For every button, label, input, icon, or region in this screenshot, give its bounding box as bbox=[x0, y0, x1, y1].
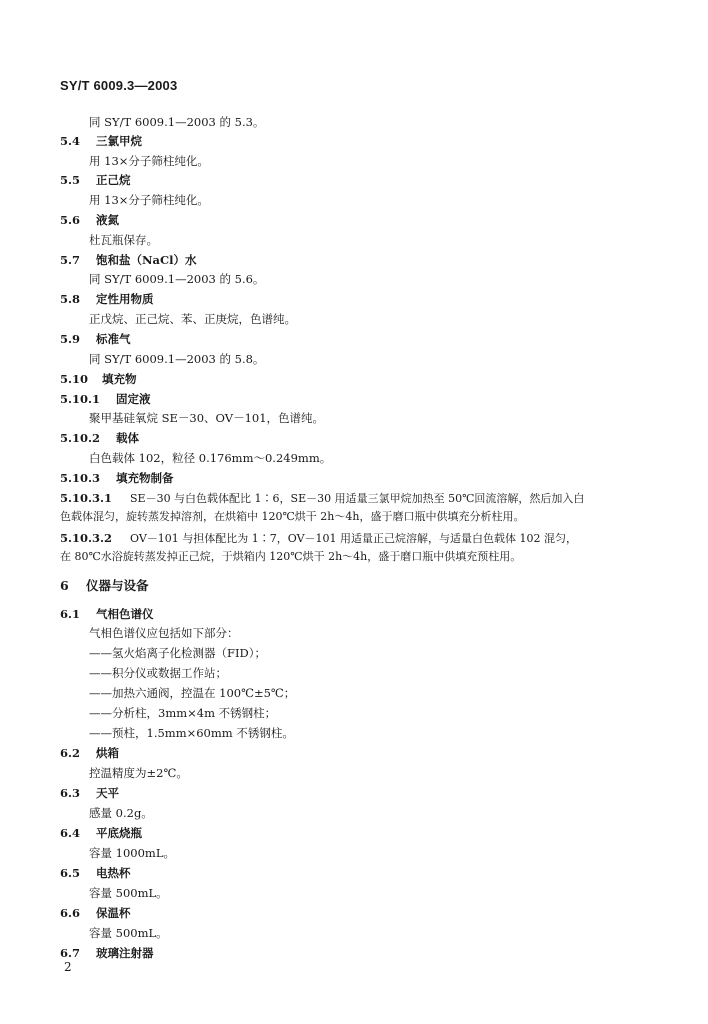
clause-title: 载体 bbox=[116, 431, 139, 445]
body-line: 气相色谱仪应包括如下部分： bbox=[89, 626, 239, 640]
clause-paragraph bbox=[60, 490, 584, 507]
clause-title: 仪器与设备 bbox=[86, 578, 149, 593]
clause-title: 三氯甲烷 bbox=[96, 134, 142, 148]
paragraph-continuation: 色载体混匀，旋转蒸发掉溶剂，在烘箱中 120℃烘干 2h～4h，盛于磨口瓶中供填充分析柱用。 bbox=[60, 510, 525, 523]
body-line: 用 13×分子筛柱纯化。 bbox=[89, 193, 209, 207]
body-line: 控温精度为±2℃。 bbox=[89, 766, 188, 780]
body-line: 白色载体 102，粒径 0.176mm～0.249mm。 bbox=[89, 451, 332, 465]
body-line: 容量 500mL。 bbox=[89, 886, 168, 900]
clause-number: 6.5 bbox=[60, 866, 81, 880]
clause-paragraph bbox=[60, 530, 577, 547]
paragraph-text: OV－101 与担体配比为 1∶7，OV－101 用适量正己烷溶解，与适量白色载体 102 混匀， bbox=[130, 532, 578, 545]
clause-title: 饱和盐（NaCl）水 bbox=[96, 253, 197, 267]
section-heading bbox=[60, 578, 149, 594]
clause-heading bbox=[60, 745, 119, 761]
body-line: 同 SY/T 6009.1—2003 的 5.6。 bbox=[89, 272, 265, 286]
body-line: 正戊烷、正己烷、苯、正庚烷，色谱纯。 bbox=[89, 312, 296, 326]
clause-heading bbox=[60, 391, 151, 407]
clause-heading bbox=[60, 470, 174, 486]
clause-number: 5.10.3.1 bbox=[60, 491, 113, 505]
clause-number: 5.10.3.2 bbox=[60, 531, 113, 545]
clause-number: 5.10.1 bbox=[60, 392, 101, 406]
clause-title: 天平 bbox=[96, 786, 119, 800]
clause-heading bbox=[60, 865, 131, 881]
clause-number: 5.7 bbox=[60, 253, 81, 267]
body-line: ——预柱，1.5mm×60mm 不锈钢柱。 bbox=[89, 726, 294, 740]
clause-heading bbox=[60, 252, 196, 268]
clause-title: 正己烷 bbox=[96, 173, 131, 187]
clause-heading bbox=[60, 825, 142, 841]
clause-number: 5.9 bbox=[60, 332, 81, 346]
body-line: ——分析柱，3mm×4m 不锈钢柱； bbox=[89, 706, 277, 720]
body-line: ——加热六通阀，控温在 100℃±5℃； bbox=[89, 686, 296, 700]
clause-number: 6.2 bbox=[60, 746, 81, 760]
clause-heading bbox=[60, 606, 154, 622]
clause-heading bbox=[60, 331, 131, 347]
clause-number: 6.1 bbox=[60, 607, 81, 621]
paragraph-continuation: 在 80℃水浴旋转蒸发掉正己烷，于烘箱内 120℃烘干 2h～4h，盛于磨口瓶中供填充预柱用。 bbox=[60, 550, 522, 563]
clause-title: 定性用物质 bbox=[96, 292, 154, 306]
clause-title: 填充物 bbox=[102, 372, 137, 386]
clause-title: 液氮 bbox=[96, 213, 119, 227]
clause-number: 6.6 bbox=[60, 906, 81, 920]
clause-title: 平底烧瓶 bbox=[96, 826, 142, 840]
clause-heading bbox=[60, 172, 131, 188]
clause-number: 5.10.3 bbox=[60, 471, 101, 485]
clause-number: 6.7 bbox=[60, 946, 81, 960]
body-line: 杜瓦瓶保存。 bbox=[89, 233, 158, 247]
standard-code-header: SY/T 6009.3—2003 bbox=[60, 78, 178, 93]
clause-number: 6.3 bbox=[60, 786, 81, 800]
clause-heading bbox=[60, 905, 131, 921]
clause-number: 6.4 bbox=[60, 826, 81, 840]
body-line: 同 SY/T 6009.1—2003 的 5.8。 bbox=[89, 352, 265, 366]
clause-heading bbox=[60, 371, 137, 387]
body-line: 容量 500mL。 bbox=[89, 926, 168, 940]
body-line: 用 13×分子筛柱纯化。 bbox=[89, 154, 209, 168]
clause-title: 玻璃注射器 bbox=[96, 946, 154, 960]
body-line: 同 SY/T 6009.1—2003 的 5.3。 bbox=[89, 115, 265, 129]
paragraph-text: SE－30 与白色载体配比 1∶6，SE－30 用适量三氯甲烷加热至 50℃回流溶解，然后加入白 bbox=[130, 492, 585, 505]
clause-heading bbox=[60, 291, 154, 307]
body-line: 容量 1000mL。 bbox=[89, 846, 175, 860]
clause-title: 气相色谱仪 bbox=[96, 607, 154, 621]
clause-title: 电热杯 bbox=[96, 866, 131, 880]
body-line: 聚甲基硅氧烷 SE－30、OV－101，色谱纯。 bbox=[89, 411, 325, 425]
clause-title: 固定液 bbox=[116, 392, 151, 406]
clause-title: 保温杯 bbox=[96, 906, 131, 920]
clause-number: 5.4 bbox=[60, 134, 81, 148]
page-number: 2 bbox=[64, 960, 72, 974]
clause-number: 5.6 bbox=[60, 213, 81, 227]
clause-number: 5.10 bbox=[60, 372, 89, 386]
body-line: 感量 0.2g。 bbox=[89, 806, 153, 820]
clause-title: 标准气 bbox=[96, 332, 131, 346]
clause-number: 5.5 bbox=[60, 173, 81, 187]
body-line: ——氢火焰离子化检测器（FID）； bbox=[89, 646, 266, 660]
clause-number: 5.8 bbox=[60, 292, 81, 306]
clause-number: 6 bbox=[60, 578, 69, 593]
clause-heading bbox=[60, 945, 154, 961]
clause-title: 烘箱 bbox=[96, 746, 119, 760]
body-line: ——积分仪或数据工作站； bbox=[89, 666, 227, 680]
clause-heading bbox=[60, 212, 119, 228]
clause-heading bbox=[60, 430, 139, 446]
clause-number: 5.10.2 bbox=[60, 431, 101, 445]
clause-title: 填充物制备 bbox=[116, 471, 174, 485]
clause-heading bbox=[60, 133, 142, 149]
clause-heading bbox=[60, 785, 119, 801]
